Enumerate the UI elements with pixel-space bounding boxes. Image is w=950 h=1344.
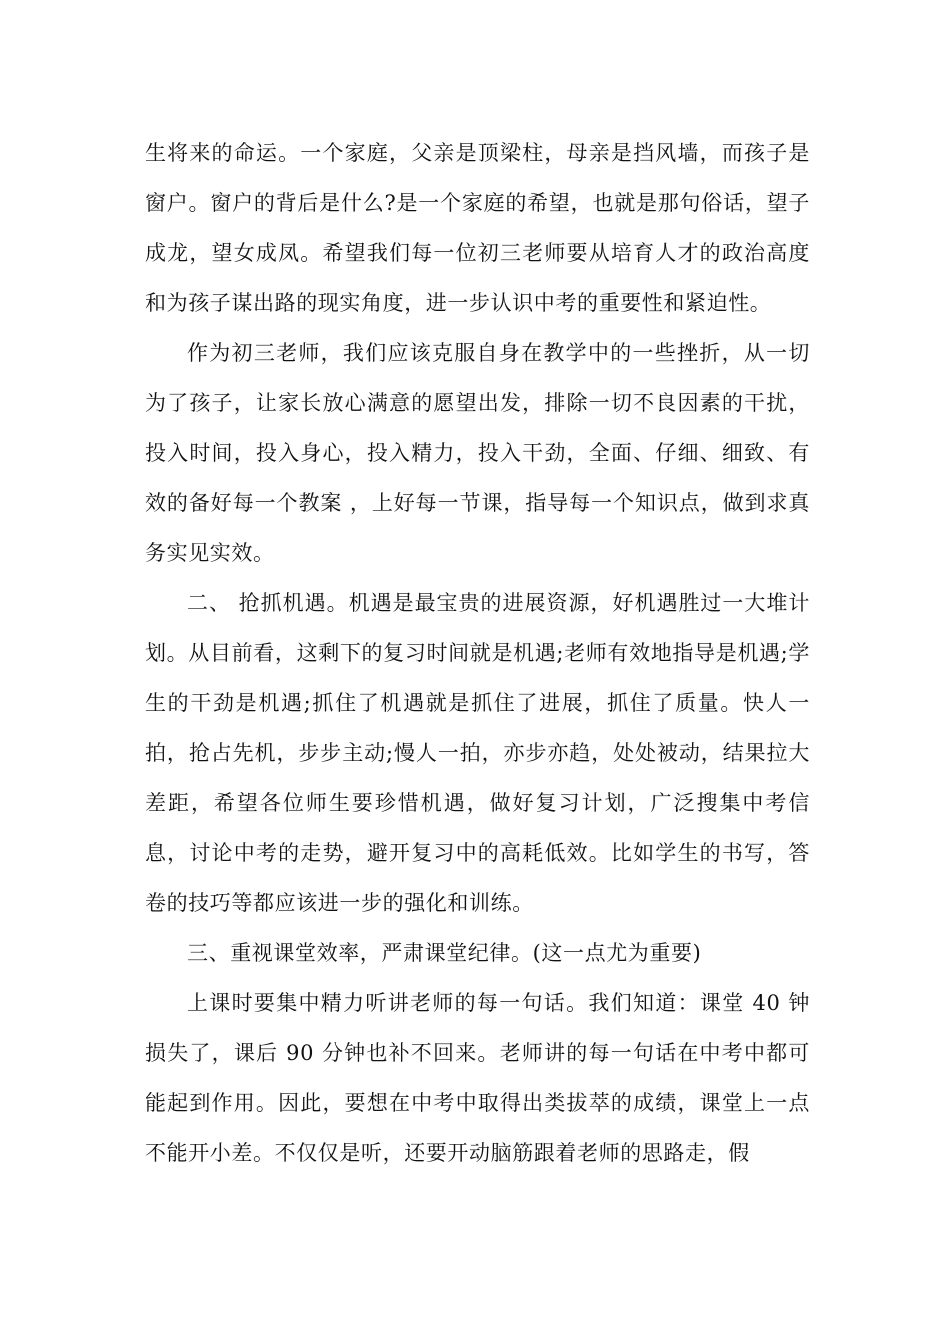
paragraph-1: 生将来的命运。一个家庭，父亲是顶梁柱，母亲是挡风墙，而孩子是窗户。窗户的背后是什么?是一个家庭的希望，也就是那句俗话，望子成龙，望女成凤。希望我们每一位初三老师要从培育人才的政治高度和为孩子谋出路的现实角度，进一步认识中考的重要性和紧迫性。 bbox=[145, 141, 810, 315]
paragraph-5: 上课时要集中精力听讲老师的每一句话。我们知道：课堂 40 钟损失了，课后 90 分钟也补不回来。老师讲的每一句话在中考中都可能起到作用。因此，要想在中考中取得出类拔萃的成绩，课堂上一点不能开小差。不仅仅是听，还要开动脑筋跟着老师的思路走，假 bbox=[145, 991, 810, 1165]
document-page bbox=[145, 128, 810, 1178]
paragraph-4: 三、重视课堂效率，严肃课堂纪律。(这一点尤为重要) bbox=[187, 941, 702, 965]
paragraph-2: 作为初三老师，我们应该克服自身在教学中的一些挫折，从一切为了孩子，让家长放心满意的愿望出发，排除一切不良因素的干扰，投入时间，投入身心，投入精力，投入干劲，全面、仔细、细致、有效的备好每一个教案 ，上好每一节课，指导每一个知识点，做到求真务实见实效。 bbox=[145, 341, 810, 565]
paragraph-3: 二、 抢抓机遇。机遇是最宝贵的进展资源，好机遇胜过一大堆计划。从目前看，这剩下的复习时间就是机遇;老师有效地指导是机遇;学生的干劲是机遇;抓住了机遇就是抓住了进展，抓住了质量。快人一拍，抢占先机，步步主动;慢人一拍，亦步亦趋，处处被动，结果拉大差距，希望各位师生要珍惜机遇，做好复习计划，广泛搜集中考信息，讨论中考的走势，避开复习中的高耗低效。比如学生的书写，答卷的技巧等都应该进一步的强化和训练。 bbox=[145, 591, 810, 915]
